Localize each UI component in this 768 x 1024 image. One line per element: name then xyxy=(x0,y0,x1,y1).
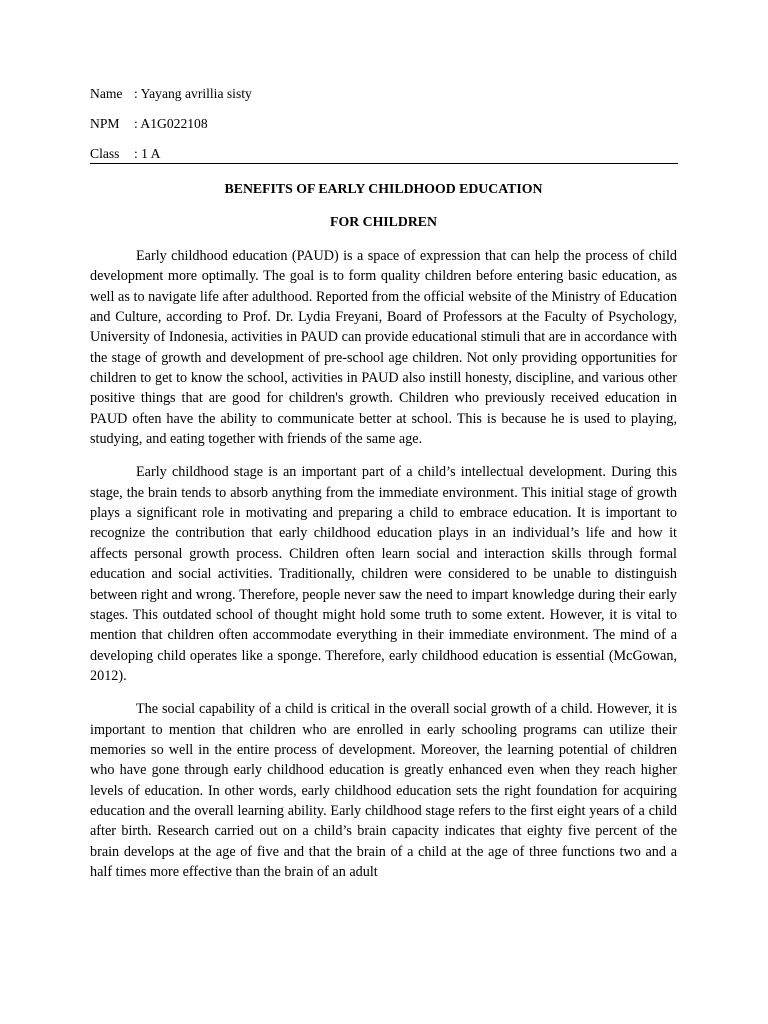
class-row xyxy=(90,146,677,162)
paragraph-3: The social capability of a child is critical in the overall social growth of a child. However, it is important to mention that children who are enrolled in early schooling programs can utilize their memories so well in the entire process of development. Moreover, the learning potential of children who have gone through early childhood education is greatly enhanced even when they reach higher levels of education. In other words, early childhood education sets the right foundation for acquiring education and the overall learning ability. Early childhood stage refers to the first eight years of a child after birth. Research carried out on a child’s brain capacity indicates that eighty five percent of the brain develops at the age of five and that the brain of a child at the age of three functions two and a half times more effective than the brain of an adult xyxy=(90,701,677,880)
document-title-line-1: BENEFITS OF EARLY CHILDHOOD EDUCATION xyxy=(224,181,543,196)
name-value: : Yayang avrillia sisty xyxy=(134,86,252,101)
document-title-line-2: FOR CHILDREN xyxy=(330,214,437,229)
npm-value: : A1G022108 xyxy=(134,116,208,131)
npm-row xyxy=(90,116,677,132)
npm-label: NPM xyxy=(90,116,120,131)
header-divider xyxy=(90,163,678,164)
paragraph-2: Early childhood stage is an important part of a child’s intellectual development. During this stage, the brain tends to absorb anything from the immediate environment. This initial stage of growth plays a significant role in motivating and preparing a child to embrace education. It is important to recognize the contribution that early childhood education plays in an individual’s life and how it affects personal growth process. Children often learn social and interaction skills through formal education and social activities. Traditionally, children were considered to be unable to distinguish between right and wrong. Therefore, people never saw the need to impart knowledge during their early stages. This outdated school of thought might hold some truth to some extent. However, it is vital to mention that children often accommodate everything in their immediate environment. The mind of a developing child operates like a sponge. Therefore, early childhood education is essential (McGowan, 2012). xyxy=(90,464,677,684)
class-label: Class xyxy=(90,146,120,161)
class-value: : 1 A xyxy=(134,146,161,161)
document-page xyxy=(90,86,677,882)
paragraph-1: Early childhood education (PAUD) is a space of expression that can help the process of child development more optimally. The goal is to form quality children before entering basic education, as well as to navigate life after adulthood. Reported from the official website of the Ministry of Education and Culture, according to Prof. Dr. Lydia Freyani, Board of Professors at the Faculty of Psychology, University of Indonesia, activities in PAUD can provide educational stimuli that are in accordance with the stage of growth and development of pre-school age children. Not only providing opportunities for children to get to know the school, activities in PAUD also instill honesty, discipline, and various other positive things that are good for children's growth. Children who previously received education in PAUD often have the ability to communicate better at school. This is because he is used to playing, studying, and eating together with friends of the same age. xyxy=(90,248,677,448)
name-row xyxy=(90,86,677,102)
name-label: Name xyxy=(90,86,123,101)
